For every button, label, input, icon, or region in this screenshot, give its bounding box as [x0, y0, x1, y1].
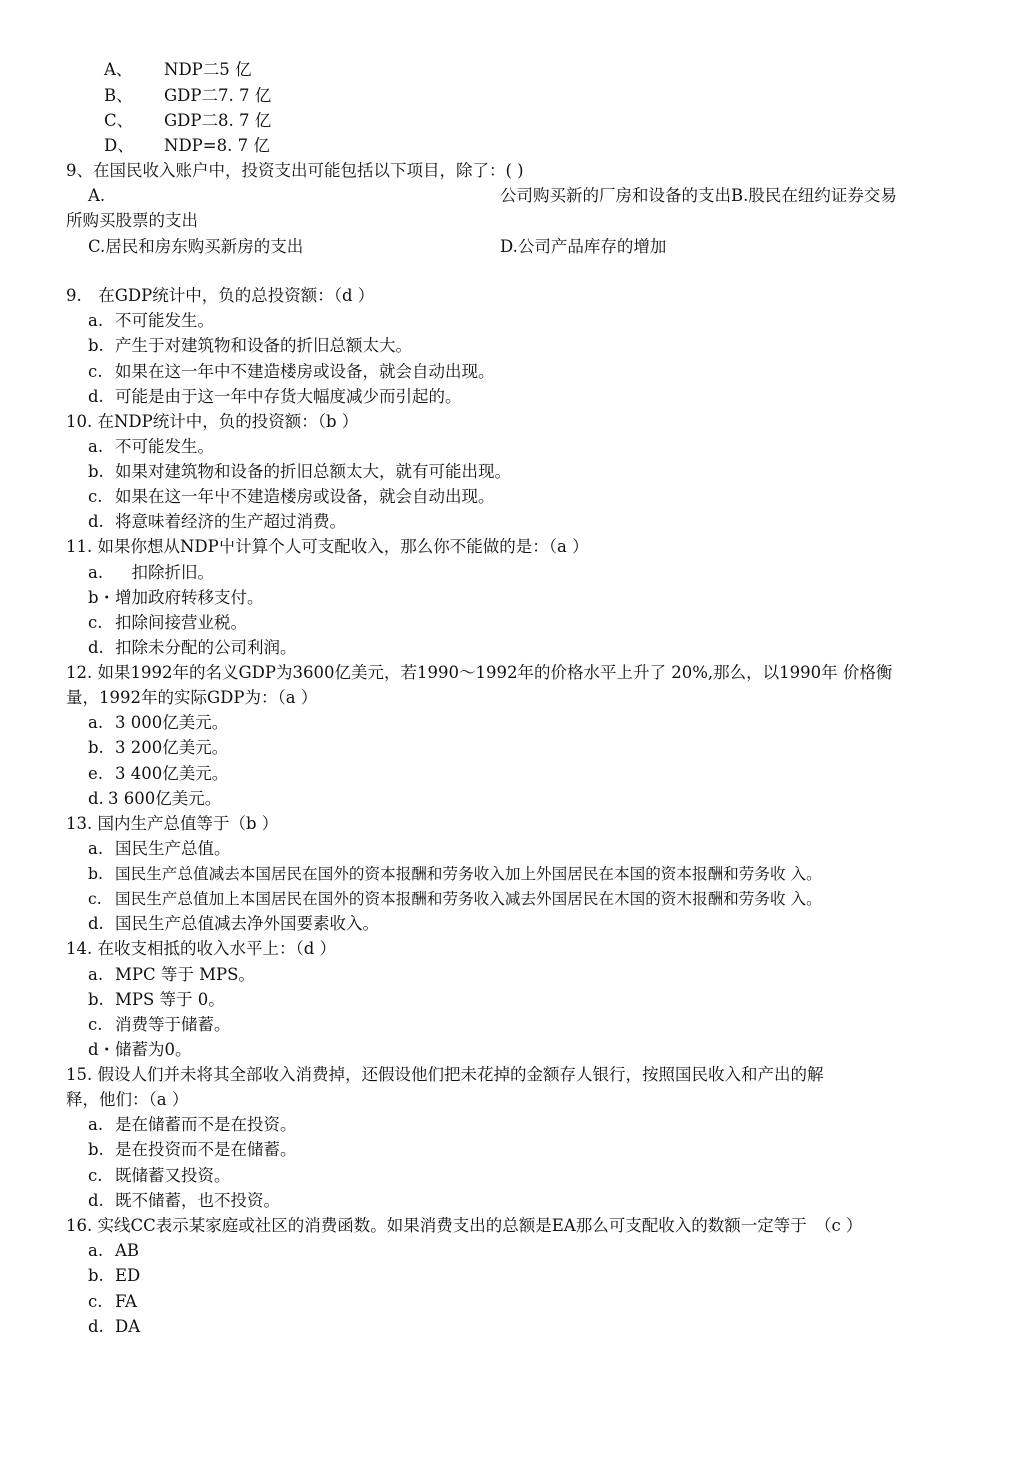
option-label: A.: [88, 186, 106, 205]
option-label: a.: [88, 965, 104, 984]
option-line: [88, 1239, 139, 1263]
option-line: [88, 1138, 297, 1162]
question-stem-continuation: 量，1992年的实际GDP为：（a ）: [66, 688, 318, 707]
option-line: [88, 1164, 231, 1188]
option-text: 既储蓄又投资。: [115, 1166, 231, 1185]
option-label: b・: [88, 588, 116, 607]
question-stem: 13. 国内生产总值等于（b ）: [66, 814, 279, 833]
option-line: [88, 1264, 140, 1288]
option-line: [88, 963, 255, 987]
option-line: [88, 334, 412, 358]
option-text: 产生于对建筑物和设备的折旧总额太大。: [115, 336, 412, 355]
option-text: ED: [115, 1266, 141, 1285]
option-label: a.: [88, 1115, 104, 1134]
option-text: 公司购买新的厂房和设备的支出B.股民在纽约证券交易: [500, 186, 897, 205]
option-line: [88, 1113, 297, 1137]
option-line: [88, 1038, 192, 1062]
option-line: [88, 309, 214, 333]
option-line: [88, 887, 822, 911]
option-text: 国民生产总值。: [115, 839, 231, 858]
option-text: 扣除未分配的公司利润。: [115, 638, 297, 657]
option-text: GDP二8. 7 亿: [164, 111, 272, 130]
question-stem: 10. 在NDP统计中，负的投资额：（b ）: [66, 412, 359, 431]
question-stem-continuation: 释，他们：（a ）: [66, 1090, 189, 1109]
option-text: 不可能发生。: [115, 437, 214, 456]
option-label: a.: [88, 1241, 104, 1260]
option-label: a.: [88, 839, 104, 858]
option-text: NDP二5 亿: [164, 60, 252, 79]
option-text: 3 600亿美元。: [108, 789, 222, 808]
option-text: D.公司产品库存的增加: [500, 237, 667, 256]
option-text: 将意味着经济的生产超过消费。: [115, 512, 346, 531]
option-text: 3 400亿美元。: [115, 764, 229, 783]
option-label: a.: [88, 713, 104, 732]
question-stem: 9. 在GDP统计中，负的总投资额：（d ）: [66, 286, 375, 305]
option-text: FA: [115, 1292, 137, 1311]
option-label: b.: [88, 336, 104, 355]
option-label: a.: [88, 437, 104, 456]
option-text: 国民生产总值减去本国居民在国外的资本报酬和劳务收入加上外国居民在本国的资本报酬和劳务收 入。: [115, 865, 822, 883]
option-line: [88, 1315, 140, 1339]
option-text: 扣除间接营业税。: [115, 613, 247, 632]
option-label: b.: [88, 1266, 104, 1285]
option-label: b.: [88, 990, 104, 1009]
question-stem: 9、在国民收入账户中，投资支出可能包括以下项目，除了：( ): [66, 161, 524, 180]
option-label: c.: [88, 890, 102, 908]
option-label: d.: [88, 387, 104, 406]
option-text: 不可能发生。: [115, 311, 214, 330]
option-line: [104, 84, 271, 108]
option-label: c.: [88, 1292, 103, 1311]
option-text-continuation: 所购买股票的支出: [66, 211, 198, 230]
option-line: [88, 837, 231, 861]
option-label: d.: [88, 638, 104, 657]
option-label: c.: [88, 613, 103, 632]
option-label: b.: [88, 738, 104, 757]
option-label: d.: [88, 1317, 104, 1336]
option-line: [88, 912, 379, 936]
option-text: 国民生产总值减去净外国要素收入。: [115, 914, 379, 933]
option-label: c.: [88, 1015, 103, 1034]
option-line: [88, 636, 297, 660]
option-text: DA: [115, 1317, 141, 1336]
option-text: NDP=8. 7 亿: [164, 136, 270, 155]
option-line: [88, 787, 221, 811]
option-text: 国民生产总值加上本国居民在国外的资本报酬和劳务收入减去外国居民在木国的资木报酬和劳务收 入。: [115, 890, 822, 908]
option-label: b.: [88, 462, 104, 481]
option-label: c.: [88, 362, 103, 381]
option-label: a.: [88, 311, 104, 330]
option-line: [88, 360, 495, 384]
option-label: d.: [88, 1191, 104, 1210]
option-label: e.: [88, 764, 104, 783]
option-line: [88, 485, 495, 509]
option-line: [88, 611, 247, 635]
option-text: 如果对建筑物和设备的折旧总额太大，就有可能出现。: [115, 462, 511, 481]
option-text: 扣除折旧。: [115, 563, 214, 582]
option-line: [88, 1013, 231, 1037]
option-label: A、: [104, 60, 133, 79]
option-text: 是在储蓄而不是在投资。: [115, 1115, 297, 1134]
option-label: d.: [88, 789, 104, 808]
option-line: [104, 58, 252, 82]
option-label: c.: [88, 1166, 103, 1185]
option-text: MPS 等于 0。: [115, 990, 225, 1009]
option-label: c.: [88, 487, 103, 506]
option-text: 如果在这一年中不建造楼房或设备，就会自动出现。: [115, 362, 495, 381]
option-text: GDP二7. 7 亿: [164, 86, 272, 105]
question-stem: 12. 如果1992年的名义GDP为3600亿美元，若1990～1992年的价格水平上升了 20%,那么，以1990年 价格衡: [66, 663, 893, 682]
option-label: D、: [104, 136, 134, 155]
option-line: [88, 561, 214, 585]
question-stem: 16. 实线CC表示某家庭或社区的消费函数。如果消费支出的总额是EA那么可支配收入的数额一定等于 （c ）: [66, 1216, 863, 1235]
question-stem: 15. 假设人们并未将其全部收入消费掉，还假设他们把未花掉的金额存人银行，按照国民收入和产出的解: [66, 1065, 824, 1084]
option-label: a.: [88, 563, 104, 582]
option-line: [88, 1290, 137, 1314]
option-label: b.: [88, 865, 103, 883]
option-text: 既不储蓄，也不投资。: [115, 1191, 280, 1210]
option-line: [88, 385, 462, 409]
option-label: b.: [88, 1140, 104, 1159]
option-line: [104, 134, 270, 158]
option-text: 如果在这一年屮不建造楼房或设备，就会自动出现。: [115, 487, 495, 506]
option-text: 是在投资而不是在储蓄。: [115, 1140, 297, 1159]
option-text: 储蓄为0。: [115, 1040, 192, 1059]
option-label: C、: [104, 111, 134, 130]
option-line: [88, 736, 228, 760]
option-line: [104, 109, 271, 133]
option-line: [88, 460, 511, 484]
option-line: [88, 586, 264, 610]
option-text: 3 000亿美元。: [115, 713, 229, 732]
option-line: [88, 1189, 280, 1213]
question-stem: 14. 在收支相抵的收入水平上：（d ）: [66, 939, 337, 958]
option-text: MPC 等于 MPS。: [115, 965, 255, 984]
option-line: [88, 435, 214, 459]
option-line: [88, 862, 822, 886]
question-stem: 11. 如果你想从NDP屮计算个人可支配收入，那么你不能做的是：（a ）: [66, 537, 589, 556]
option-text: AB: [115, 1241, 140, 1260]
option-text: 消费等于储蓄。: [115, 1015, 231, 1034]
option-line: [88, 711, 228, 735]
option-label: B、: [104, 86, 133, 105]
option-label: d.: [88, 512, 104, 531]
option-label: d・: [88, 1040, 116, 1059]
option-text: C.居民和房东购买新房的支出: [88, 237, 304, 256]
option-line: [88, 762, 228, 786]
option-text: 3 200亿美元。: [115, 738, 229, 757]
option-text: 可能是由于这一年中存货大幅度减少而引起的。: [115, 387, 462, 406]
option-label: d.: [88, 914, 104, 933]
option-line: [88, 510, 346, 534]
option-text: 增加政府转移支付。: [115, 588, 264, 607]
option-line: [88, 988, 225, 1012]
